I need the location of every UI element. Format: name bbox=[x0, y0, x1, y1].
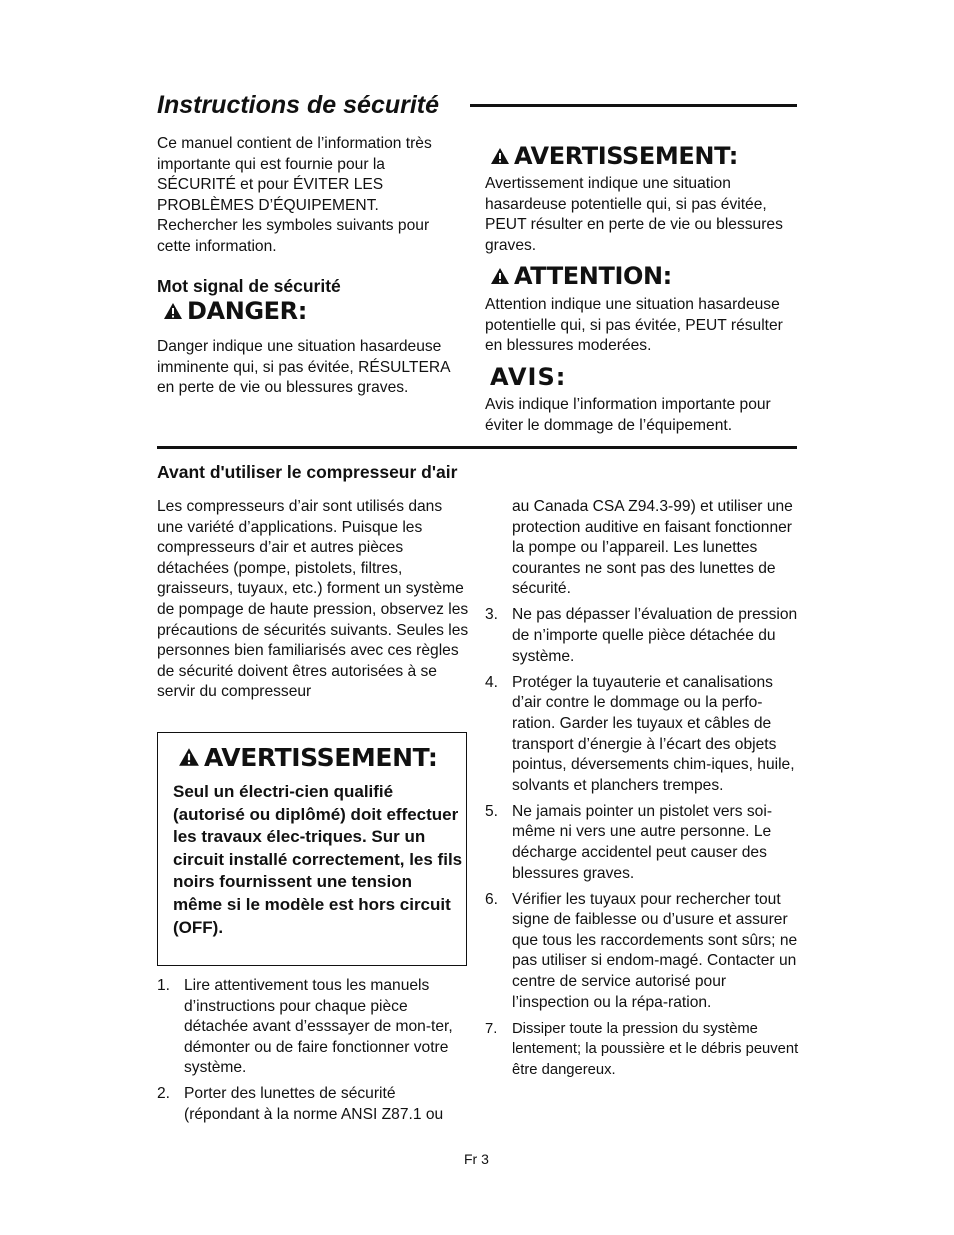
step-text: Vérifier les tuyaux pour rechercher tout signe de faiblesse ou d’usure et assurer que tous les raccordements sont sûrs; ne pas utiliser si endom-magé. Contacter un centre de service autorisé pour l’inspection ou la répa-ration. bbox=[512, 890, 798, 1011]
step-number: 2. bbox=[157, 1085, 171, 1103]
page-title: Instructions de sécurité bbox=[157, 91, 440, 119]
avis-description: Avis indique l’information importante pour éviter le dommage de l’équipement. bbox=[485, 396, 771, 434]
step-text: Protéger la tuyauterie et canalisations d’air contre le dommage ou la perfo-ration. Garder les tuyaux et câbles de transport d’énergie à l’écart des objets pointus, déversements chim-iques, huile, solvants et planchers trempes. bbox=[512, 673, 795, 794]
section-divider bbox=[157, 446, 797, 449]
avertissement-label bbox=[490, 141, 738, 171]
step-number: 4. bbox=[485, 673, 499, 691]
step-text: Ne jamais pointer un pistolet vers soi-même ni vers une autre personne. Le décharge accidentel peut causer des blessures graves. bbox=[512, 802, 773, 882]
danger-label bbox=[163, 296, 307, 326]
avis-label-text: AVIS: bbox=[490, 363, 567, 391]
step-text: Ne pas dépasser l’évaluation de pression de n’importe quelle pièce détachée du système. bbox=[512, 606, 798, 665]
list-item bbox=[157, 976, 469, 1079]
avertissement-description: Avertissement indique une situation hasardeuse potentielle qui, si pas évitée, PEUT résulter en perte de vie ou blessures graves. bbox=[485, 175, 783, 254]
steps-right bbox=[485, 497, 800, 1086]
steps-left bbox=[157, 976, 469, 1131]
list-item bbox=[485, 673, 800, 797]
attention-label bbox=[490, 261, 672, 291]
section-intro: Les compresseurs d’air sont utilisés dans une variété d’applications. Puisque les compresseurs d’air et autres pièces détachées (pompe, pistolets, filtres, graisseurs, tuyaux, etc.) forment un système de pompage de haute pression, observez les précautions de sécurités suivants. Seules les personnes bien familiarisés avec ces règles de sécurité doivent êtres autorisées à se servir du compresseur bbox=[157, 498, 469, 701]
list-item bbox=[157, 1084, 469, 1125]
warning-box-label bbox=[178, 741, 438, 773]
step-number: 5. bbox=[485, 802, 499, 820]
step-number: 1. bbox=[157, 977, 171, 994]
warning-triangle-icon bbox=[178, 747, 200, 767]
list-item bbox=[485, 1019, 800, 1081]
warning-box-label-text: AVERTISSEMENT: bbox=[204, 742, 438, 772]
avis-label bbox=[490, 362, 566, 392]
attention-description: Attention indique une situation hasardeuse potentielle qui, si pas évitée, PEUT résulter en blessures moderées. bbox=[485, 296, 783, 355]
step-number: 3. bbox=[485, 606, 499, 624]
title-rule bbox=[470, 104, 797, 107]
step-text: Porter des lunettes de sécurité (répondant à la norme ANSI Z87.1 ou bbox=[184, 1085, 444, 1124]
warning-triangle-icon bbox=[490, 147, 510, 165]
list-item bbox=[485, 890, 800, 1014]
step-number: 6. bbox=[485, 890, 499, 908]
step-number: 7. bbox=[485, 1020, 498, 1037]
step-text: Lire attentivement tous les manuels d’instructions pour chaque pièce détachée avant d’esssayer de mon-ter, démonter ou de faire fonctionner votre système. bbox=[184, 977, 453, 1077]
warning-box-text: Seul un électri-cien qualifié (autorisé ou diplômé) doit effectuer les travaux élec-triques. Sur un circuit installé correctement, les fils noirs fournissent une tension même si le modèle est hors circuit (OFF). bbox=[173, 782, 463, 937]
danger-description: Danger indique une situation hasardeuse imminente qui, si pas évitée, RÉSULTERA en perte de vie ou blessures graves. bbox=[157, 338, 450, 397]
list-item bbox=[485, 605, 800, 667]
warning-triangle-icon bbox=[163, 302, 183, 320]
signal-heading: Mot signal de sécurité bbox=[157, 276, 341, 296]
avertissement-label-text: AVERTISSEMENT: bbox=[514, 142, 738, 170]
step-text: au Canada CSA Z94.3-99) et utiliser une protection auditive en faisant fonctionner la pompe ou l’appareil. Les lunettes courantes ne sont pas des lunettes de sécurité. bbox=[512, 498, 793, 598]
page-number: Fr 3 bbox=[464, 1151, 489, 1167]
warning-triangle-icon bbox=[490, 267, 510, 285]
intro-paragraph: Ce manuel contient de l’information très importante qui est fournie pour la SÉCURITÉ et pour ÉVITER LES PROBLÈMES D’ÉQUIPEMENT. Rechercher les symboles suivants pour cette information. bbox=[157, 135, 432, 255]
list-item bbox=[485, 802, 800, 884]
attention-label-text: ATTENTION: bbox=[514, 262, 672, 290]
danger-label-text: DANGER: bbox=[187, 297, 307, 325]
step-text: Dissiper toute la pression du système lentement; la poussière et le débris peuvent être dangereux. bbox=[512, 1020, 799, 1078]
section-heading: Avant d'utiliser le compresseur d'air bbox=[157, 462, 458, 482]
list-item bbox=[512, 497, 800, 600]
